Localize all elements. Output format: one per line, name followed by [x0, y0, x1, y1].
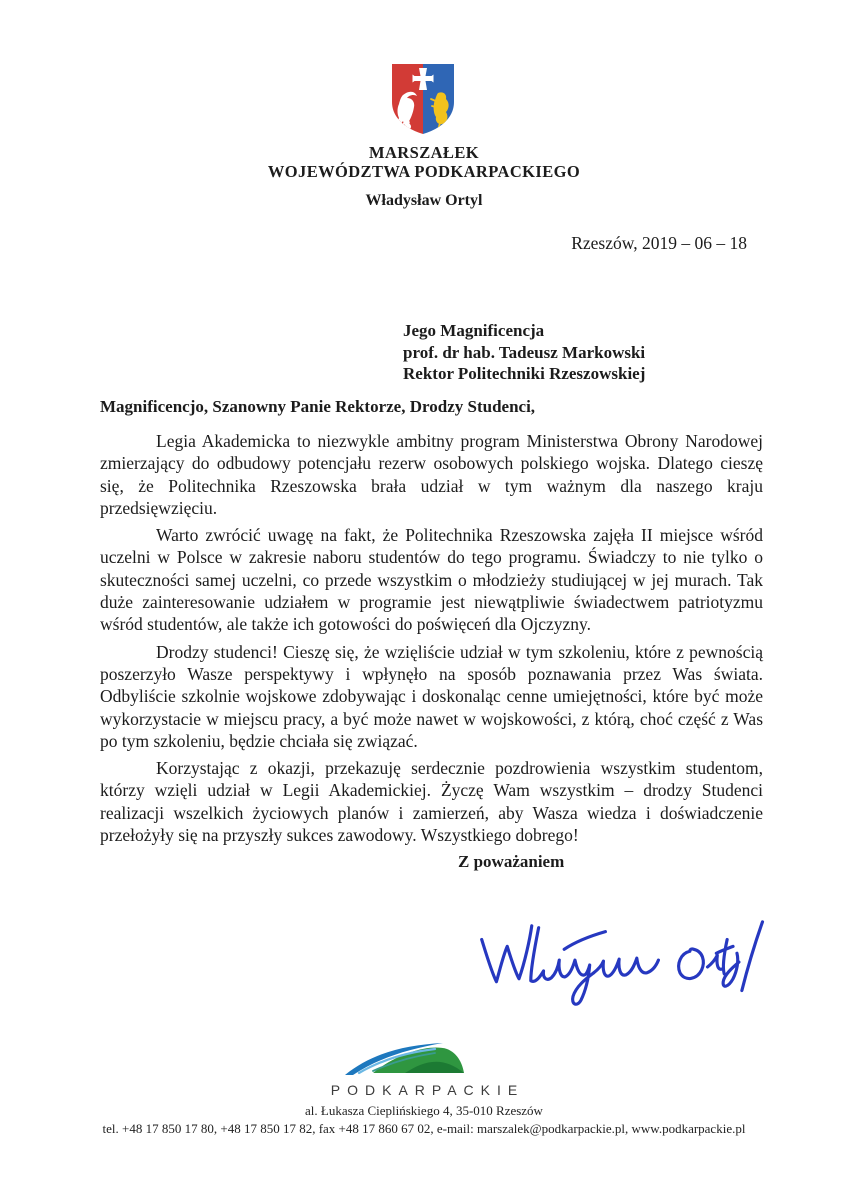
addressee-line-1: Jego Magnificencja [403, 321, 545, 340]
podkarpackie-logo [0, 1040, 848, 1098]
addressee-line-2: prof. dr hab. Tadeusz Markowski [403, 342, 646, 362]
footer-address: al. Łukasza Cieplińskiego 4, 35-010 Rzeszów [305, 1103, 543, 1118]
handwritten-signature [468, 912, 786, 1020]
paragraph-4: Korzystając z okazji, przekazuję serdecznie pozdrowienia wszystkim studentom, którzy wzięli udział w Legii Akademickiej. Życzę Wam wszystkim – drodzy Studenci realizacji wszelkich życiowych planów i zamierzeń, aby Wasza wiedza i doświadczenie przełożyły się na przyszły sukces zawodowy. Wszystkiego dobrego! [100, 758, 763, 846]
paragraph-1: Legia Akademicka to niezwykle ambitny program Ministerstwa Obrony Narodowej zmierzający do odbudowy potencjału rezerw osobowych polskiego wojska. Dlatego cieszę się, że Politechnika Rzeszowska brała udział w tym ważnym dla naszego kraju przedsięwzięciu. [100, 431, 763, 518]
closing-phrase: Z poważaniem [458, 852, 565, 871]
coat-of-arms-icon [388, 60, 458, 138]
podkarpackie-logo-icon [339, 1040, 509, 1080]
footer [0, 1102, 848, 1137]
podkarpackie-logo-text: PODKARPACKIE [330, 1082, 525, 1098]
salutation: Magnificencjo, Szanowny Panie Rektorze, Drodzy Studenci, [100, 397, 536, 416]
letterhead-official-name: Władysław Ortyl [365, 192, 483, 209]
paragraph-3: Drodzy studenci! Cieszę się, że wzięliście udział w tym szkoleniu, które z pewnością poszerzyło Wasze perspektywy i wpłynęło na sposób poznawania przez Was świata. Odbyliście szkolnie wojskowe zdobywając i doskonaląc cenne umiejętności, które być może wykorzystacie w miejscu pracy, a być może nawet w wojskowości, z którą, choć część z Was po tym szkoleniu, będzie chciała się związać. [100, 641, 763, 751]
letterhead [0, 143, 848, 210]
addressee-block [403, 320, 645, 385]
letter-body [100, 430, 763, 851]
paragraph-2: Warto zwrócić uwagę na fakt, że Politechnika Rzeszowska zajęła II miejsce wśród uczelni w Polsce w zakresie naboru studentów do tego programu. Świadczy to nie tylko o skuteczności samej uczelni, co przede wszystkim o młodzieży studiującej w jej murach. Tak duże zainteresowanie udziałem w programie jest niewątpliwie świadectwem patriotyzmu wśród studentów, ale także ich gotowości do poświęceń dla Ojczyzny. [100, 525, 763, 635]
letterhead-office-line2: WOJEWÓDZTWA PODKARPACKIEGO [267, 162, 581, 181]
date-line: Rzeszów, 2019 – 06 – 18 [571, 233, 747, 253]
addressee-line-3: Rektor Politechniki Rzeszowskiej [403, 364, 646, 383]
letterhead-office-line1: MARSZAŁEK [369, 143, 479, 162]
footer-contact: tel. +48 17 850 17 80, +48 17 850 17 82, fax +48 17 860 67 02, e-mail: marszalek@podkarpackie.pl, www.podkarpackie.pl [102, 1120, 746, 1136]
